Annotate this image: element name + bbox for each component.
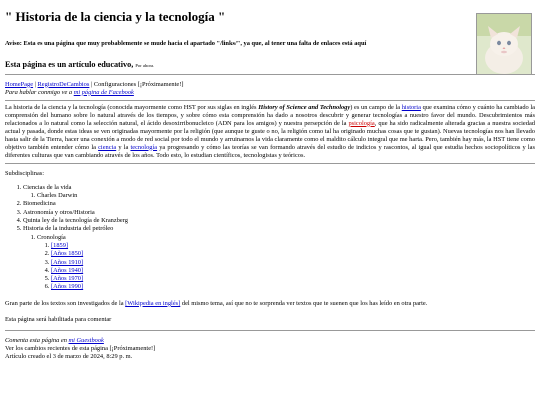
divider [5,163,535,164]
list-item [51,242,535,250]
list-item [51,283,535,291]
year-link-1970s[interactable]: [Años 1970] [51,275,84,283]
wikipedia-link[interactable]: [Wikipedia en inglés] [125,299,181,307]
list-item [37,192,535,200]
list-item [23,200,535,208]
divider [5,330,535,331]
desc-italic: Science [286,103,307,111]
desc-text: ) es un campo de la [350,103,402,111]
list-item-label: Charles Darwin [37,191,78,199]
subdisciplines-list [5,184,535,292]
educational-note-text: Esta página es un artículo educativo, [5,60,136,70]
created-date: Artículo creado el 3 de marzo de 2024, 8:29 p. m. [5,352,133,360]
list-item-label: Quinta ley de la tecnología de Kranzberg [23,216,128,224]
year-link-1940s[interactable]: [Años 1940] [51,266,84,274]
list-item-label: Ciencias de la vida [23,183,72,191]
subdisciplines-heading: Subdisciplinas: [5,169,45,177]
wiki-text: del mismo tema, así que no te sorprenda ver textos que te suenen que los has leído en otra parte. [180,299,428,307]
comment-note: Esta página será habilitada para comentar [5,315,112,323]
guestbook-line [5,337,104,344]
nav-bar [5,81,535,97]
guestbook-prefix: Comenta esta página en [5,336,69,344]
homepage-link[interactable]: HomePage [5,80,34,88]
psicologia-link[interactable]: psicología [348,119,375,127]
desc-text: que examina cómo y cuánto ha cambiado la comprensión del humano sobre lo natural através de los tiempos, y sobre cómo esta comprensión ha dado a nosotros descubrir y generar tecnologías a nuestro favor del mundo. Descubrimientos más relacionados a lo natural como la selección natural, el ácido desoxirribonucleico (ADN para los amigos) y nuestra persepción de la [5,103,536,127]
list-item-label: Cronología [37,233,66,241]
desc-italic: and [306,103,320,111]
desc-text: , que ha sido radicalmente alterada gracias a nuestra sociedad actual y pasada, donde estas ideas se ven originadas mayormente por la religión (que aunque te guste o no, la religión como tal ha originado muchas cosas que te gustan). Nuevas tecnologías nos han llevado hasta salir de la Tierra, hacer una conexión a modo de red social por todo el mundo y arruinarnos la vida claramente como el maldito cálculo integral que me harta. Pero, también hay más, la HST tiene como objetivo también entender cómo la [5,119,535,151]
year-link-1859[interactable]: [1859] [51,241,69,249]
registro-link[interactable]: RegistroDeCambios [37,80,90,88]
year-link-1990s[interactable]: [Años 1990] [51,283,84,291]
description-paragraph [5,104,535,160]
list-item [51,250,535,258]
list-item-label: Astronomía y otros/Historia [23,208,95,216]
nav-separator: | [33,80,38,88]
list-item [51,275,535,283]
desc-text: y la [116,143,131,151]
desc-text: La historia de la ciencia y la tecnología (conocida mayormente como HST por sus siglas en inglés [5,103,259,111]
talk-line [5,89,134,96]
facebook-link[interactable]: mi página de Facebook [73,88,134,96]
kitten-image [476,13,532,75]
year-link-1850s[interactable]: [Años 1850] [51,250,84,258]
desc-italic: History of [258,103,287,111]
year-link-1910s[interactable]: [Años 1910] [51,258,84,266]
educational-note [5,60,535,70]
guestbook-link[interactable]: mi Guestbook [68,336,104,344]
page [5,5,535,361]
wikipedia-note [5,300,535,308]
educational-note-small: Por ahora. [135,63,155,69]
tecnologia-link[interactable]: tecnología [130,143,158,151]
list-item [23,184,535,201]
wiki-text: Gran parte de los textos son investigados de la [5,299,126,307]
list-item [23,209,535,217]
talk-prefix: Para hablar conmigo ve a [5,88,74,96]
page-title: " Historia de la ciencia y la tecnología " [5,9,226,24]
config-label: | Configuraciones [¡Próximamente!] [89,80,184,88]
list-item-label: Biomedicina [23,200,56,208]
move-notice: Aviso: Esta es una página que muy probablemente se mude hacia el apartado "/links/", ya que, al tener una falta de enlaces está aquí [5,40,367,48]
divider [5,74,535,75]
list-item-label: Historia de la industria del petróleo [23,225,114,233]
divider [5,100,535,101]
list-item [37,234,535,292]
desc-italic: Technology [319,103,351,111]
desc-text: ya progresando y cómo las teorías se van formando através del estudio de indicios y rascontos, al igual que estudia hechos sociopolíticos y las diferentes culturas que van cambiando através de los años. Todo esto, lo estudian científicos, tecnologistas y teóricos. [5,143,536,159]
historia-link[interactable]: historia [401,103,421,111]
footer [5,337,535,361]
list-item [23,225,535,292]
list-item [51,267,535,275]
ciencia-link[interactable]: ciencia [98,143,117,151]
list-item [23,217,535,225]
recent-changes: Ver los cambios recientes de esta página [¡Próximamente!] [5,344,156,352]
list-item [51,259,535,267]
